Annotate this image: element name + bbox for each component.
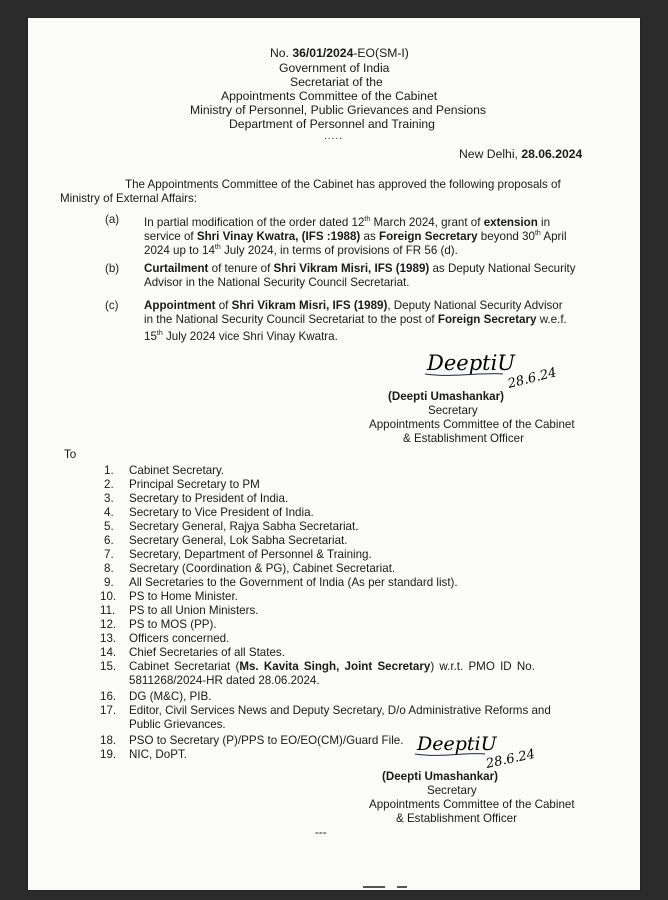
signatory-org-1: Appointments Committee of the Cabinet: [369, 418, 575, 431]
intro-line-1: The Appointments Committee of the Cabinet has approved the following proposals of: [125, 178, 561, 191]
list-item: 9.: [104, 576, 114, 589]
list-item: 17.: [100, 704, 117, 717]
list-item-text: PSO to Secretary (P)/PPS to EO/EO(CM)/Guard File.: [129, 734, 404, 747]
handwritten-signature-1: [423, 344, 583, 394]
signatory-name-2: (Deepti Umashankar): [382, 770, 498, 783]
list-item-text: Secretary to President of India.: [129, 492, 289, 505]
handwritten-signature-2: [413, 726, 573, 776]
order-number: No. 36/01/2024-EO(SM-I): [270, 46, 409, 60]
list-item: 4.: [104, 506, 114, 519]
list-item: 13.: [100, 632, 117, 645]
item-c-line-3: 15th July 2024 vice Shri Vinay Kwatra.: [144, 329, 338, 343]
order-date: 28.06.2024: [521, 147, 583, 161]
list-item: 19.: [100, 748, 117, 761]
fold-mark: [397, 886, 407, 888]
list-item-text: NIC, DoPT.: [129, 748, 187, 761]
item-c-marker: (c): [105, 299, 119, 312]
signatory-name-1: (Deepti Umashankar): [388, 390, 504, 403]
list-item-text: Secretary General, Lok Sabha Secretariat.: [129, 534, 348, 547]
item-b-line-2: Advisor in the National Security Council Secretariat.: [144, 276, 410, 289]
list-item-text: DG (M&C), PIB.: [129, 690, 212, 703]
to-label: To: [64, 448, 77, 461]
header-secretariat: Secretariat of the: [290, 75, 383, 89]
list-item-text: Secretary General, Rajya Sabha Secretariat.: [129, 520, 359, 533]
place-date: New Delhi, 28.06.2024: [459, 147, 583, 161]
header-government: Government of India: [279, 61, 390, 75]
list-item: 12.: [100, 618, 117, 631]
svg-text:DeeptiU: DeeptiU: [417, 733, 497, 755]
list-item-text: All Secretaries to the Government of India (As per standard list).: [129, 576, 458, 589]
list-item-text: Secretary (Coordination & PG), Cabinet Secretariat.: [129, 562, 396, 575]
item-b-marker: (b): [105, 262, 120, 275]
list-item-text: PS to MOS (PP).: [129, 618, 217, 631]
list-item: 10.: [100, 590, 117, 603]
list-item: 16.: [100, 690, 117, 703]
list-item: 8.: [104, 562, 114, 575]
list-item: 11.: [100, 604, 116, 617]
list-item: 1.: [104, 464, 114, 477]
list-item: 14.: [100, 646, 117, 659]
item-c-line-1: Appointment of Shri Vikram Misri, IFS (1989), Deputy National Security Advisor: [144, 299, 563, 312]
header-ministry: Ministry of Personnel, Public Grievances and Pensions: [190, 103, 487, 117]
list-item: 2.: [104, 478, 114, 491]
list-item: 3.: [104, 492, 114, 505]
item-b-line-1: Curtailment of tenure of Shri Vikram Misri, IFS (1989) as Deputy National Security: [144, 262, 576, 275]
signatory-title-2: Secretary: [427, 784, 477, 797]
signatory-office-1: & Establishment Officer: [403, 432, 524, 445]
item-a-marker: (a): [105, 213, 120, 226]
list-item-text: Secretary to Vice President of India.: [129, 506, 314, 519]
intro-line-2: Ministry of External Affairs:: [60, 192, 198, 205]
list-item: 15.: [100, 660, 117, 673]
item-a-line-2: service of Shri Vinay Kwatra, (IFS :1988) as Foreign Secretary beyond 30th April: [144, 229, 567, 243]
list-item-text: Officers concerned.: [129, 632, 230, 645]
header-dots: .....: [324, 131, 343, 142]
signatory-office-2: & Establishment Officer: [396, 812, 517, 825]
list-item-text: Secretary, Department of Personnel & Training.: [129, 548, 372, 561]
header-committee: Appointments Committee of the Cabinet: [221, 89, 438, 103]
list-item-text-cont: Public Grievances.: [129, 718, 226, 731]
list-item-text: Cabinet Secretary.: [129, 464, 225, 477]
svg-text:28.6.24: 28.6.24: [484, 746, 537, 772]
list-item-text: Principal Secretary to PM: [129, 478, 260, 491]
fold-mark: [363, 886, 385, 888]
svg-text:28.6.24: 28.6.24: [506, 365, 559, 392]
document-page: [28, 18, 640, 890]
list-item-text: Cabinet Secretariat (Ms. Kavita Singh, Joint Secretary) w.r.t. PMO ID No.: [129, 660, 535, 673]
list-item: 7.: [104, 548, 114, 561]
list-item-text-cont: 5811268/2024-HR dated 28.06.2024.: [129, 674, 320, 687]
list-item: 5.: [104, 520, 114, 533]
list-item-text: Chief Secretaries of all States.: [129, 646, 285, 659]
item-a-line-3: 2024 up to 14th July 2024, in terms of provisions of FR 56 (d).: [144, 243, 458, 257]
list-item-text: Editor, Civil Services News and Deputy Secretary, D/o Administrative Reforms and: [129, 704, 551, 717]
item-c-line-2: in the National Security Council Secretariat to the post of Foreign Secretary w.e.f.: [144, 313, 567, 326]
header-department: Department of Personnel and Training: [229, 117, 435, 131]
signatory-org-2: Appointments Committee of the Cabinet: [369, 798, 575, 811]
order-number-bold: 36/01/2024: [292, 46, 354, 60]
list-item: 6.: [104, 534, 114, 547]
signatory-title-1: Secretary: [428, 404, 478, 417]
list-item-text: PS to all Union Ministers.: [129, 604, 259, 617]
end-mark: ---: [315, 826, 327, 839]
list-item: 18.: [100, 734, 117, 747]
svg-text:DeeptiU: DeeptiU: [427, 351, 515, 375]
list-item-text: PS to Home Minister.: [129, 590, 238, 603]
item-a-line-1: In partial modification of the order dated 12th March 2024, grant of extension in: [144, 215, 551, 229]
